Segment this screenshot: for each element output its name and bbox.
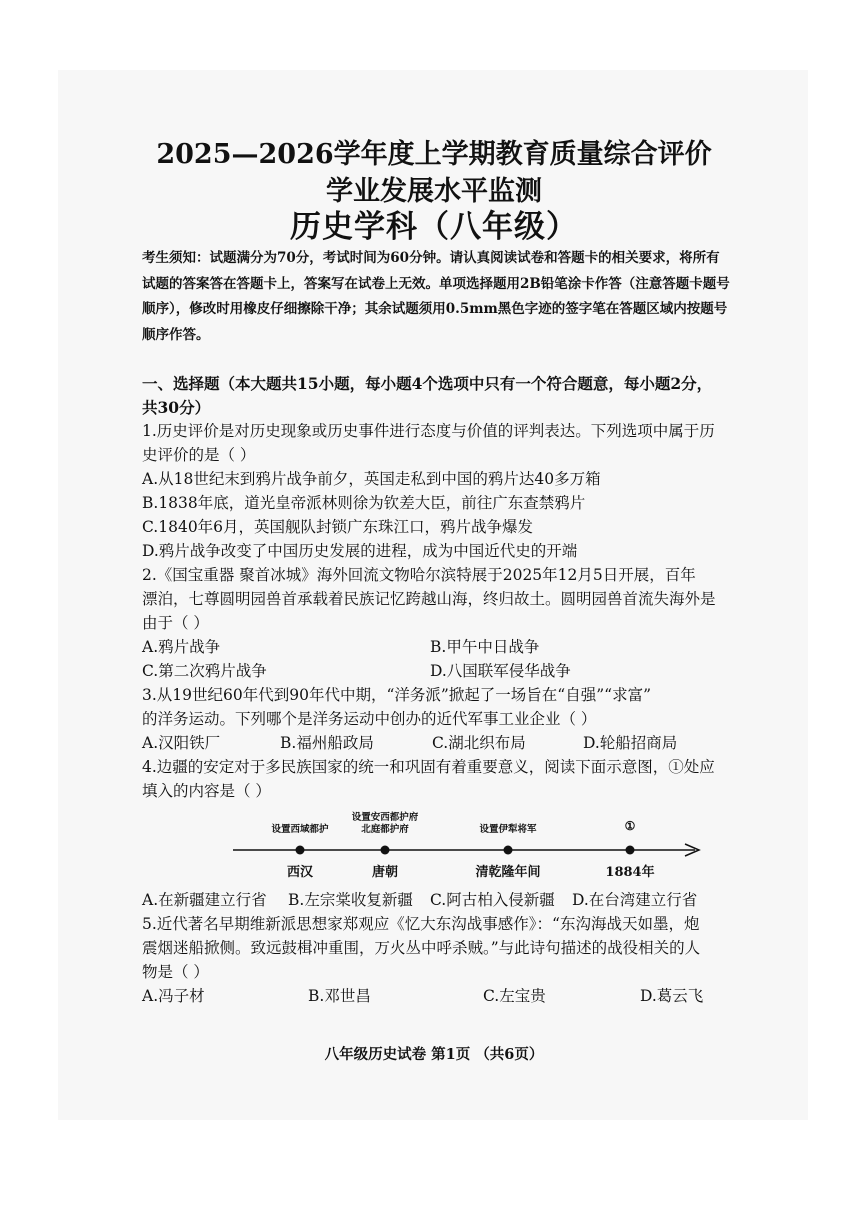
q5-stem-line2: 震烟迷船掀侧。致远鼓楫冲重围，万火丛中呼杀贼。”与此诗句描述的战役相关的人 (142, 939, 701, 957)
q4-option-d: D.在台湾建立行省 (572, 891, 698, 909)
q4-stem-line1: 4.边疆的安定对于多民族国家的统一和巩固有着重要意义，阅读下面示意图，①处应 (142, 758, 715, 776)
exam-notice: 考生须知：试题满分为70分，考试时间为60分钟。请认真阅读试卷和答题卡的相关要求，将所有试题的答案答在答题卡上，答案写在试卷上无效。单项选择题用2B铅笔涂卡作答（注意答题卡题号顺序），修改时用橡皮仔细擦除干净；其余试题须用0.5mm黑色字迹的签字笔在答题区域内按题号顺序作答。 (142, 250, 730, 343)
q3-option-a: A.汉阳铁厂 (142, 734, 221, 752)
section-heading-line1: 一、选择题（本大题共15小题，每小题4个选项中只有一个符合题意，每小题2分， (142, 374, 713, 393)
exam-title-line1: 2025—2026学年度上学期教育质量综合评价 (156, 139, 712, 170)
page-footer: 八年级历史试卷 第1页 （共6页） (324, 1046, 544, 1063)
timeline-point-tang (381, 846, 390, 855)
q5-option-d: D.葛云飞 (640, 987, 704, 1005)
q2-option-d: D.八国联军侵华战争 (430, 662, 571, 680)
q2-stem-line1: 2.《国宝重器 聚首冰城》海外回流文物哈尔滨特展于2025年12月5日开展，百年 (142, 566, 696, 584)
q1-option-b: B.1838年底，道光皇帝派林则徐为钦差大臣，前往广东查禁鸦片 (142, 494, 586, 512)
timeline-point-xihan (296, 846, 305, 855)
q5-option-c: C.左宝贵 (483, 987, 546, 1005)
q5-option-b: B.邓世昌 (308, 987, 371, 1005)
timeline-top-label-1: 设置西域都护 (271, 824, 329, 835)
q2-option-c: C.第二次鸦片战争 (142, 662, 267, 680)
q3-option-c: C.湖北织布局 (432, 734, 526, 752)
q3-stem-line2: 的洋务运动。下列哪个是洋务运动中创办的近代军事工业企业（ ） (142, 710, 597, 728)
timeline-bottom-label-1: 西汉 (286, 865, 313, 880)
q4-option-a: A.在新疆建立行省 (142, 891, 267, 909)
timeline-point-1884 (626, 846, 635, 855)
q2-option-b: B.甲午中日战争 (430, 638, 540, 656)
q4-option-b: B.左宗棠收复新疆 (288, 891, 413, 909)
timeline-top-label-2a: 设置安西都护府 (351, 812, 419, 823)
timeline-bottom-label-3: 清乾隆年间 (475, 865, 541, 880)
timeline-top-label-2b: 北庭都护府 (361, 824, 409, 835)
timeline-top-label-4: ① (624, 819, 636, 833)
timeline-point-qing (504, 846, 513, 855)
timeline-top-label-3: 设置伊犁将军 (479, 824, 537, 835)
exam-subject-title: 历史学科（八年级） (290, 209, 578, 245)
q1-stem-line1: 1.历史评价是对历史现象或历史事件进行态度与价值的评判表达。下列选项中属于历 (142, 422, 715, 440)
q3-option-d: D.轮船招商局 (583, 734, 678, 752)
q1-option-c: C.1840年6月，英国舰队封锁广东珠江口，鸦片战争爆发 (142, 518, 534, 536)
q1-stem-line2: 史评价的是（ ） (142, 446, 256, 464)
q1-option-d: D.鸦片战争改变了中国历史发展的进程，成为中国近代史的开端 (142, 542, 578, 560)
timeline-bottom-label-4: 1884年 (605, 865, 655, 880)
q5-option-a: A.冯子材 (142, 987, 205, 1005)
q4-option-c: C.阿古柏入侵新疆 (430, 891, 555, 909)
q5-stem-line1: 5.近代著名早期维新派思想家郑观应《忆大东沟战事感作》：“东沟海战天如墨，炮 (142, 915, 700, 933)
timeline-bottom-label-2: 唐朝 (371, 865, 398, 880)
q2-option-a: A.鸦片战争 (142, 638, 221, 656)
q4-stem-line2: 填入的内容是（ ） (142, 782, 271, 800)
q1-option-a: A.从18世纪末到鸦片战争前夕，英国走私到中国的鸦片达40多万箱 (142, 470, 601, 488)
section-heading-line2: 共30分） (142, 398, 211, 417)
q3-option-b: B.福州船政局 (280, 734, 374, 752)
q3-stem-line1: 3.从19世纪60年代到90年代中期，“洋务派”掀起了一场旨在“自强”“求富” (142, 686, 652, 704)
q2-stem-line3: 由于（ ） (142, 614, 209, 632)
q5-stem-line3: 物是（ ） (142, 963, 209, 981)
exam-title-line2: 学业发展水平监测 (326, 176, 542, 207)
q2-stem-line2: 漂泊，七尊圆明园兽首承载着民族记忆跨越山海，终归故土。圆明园兽首流失海外是 (142, 590, 716, 608)
